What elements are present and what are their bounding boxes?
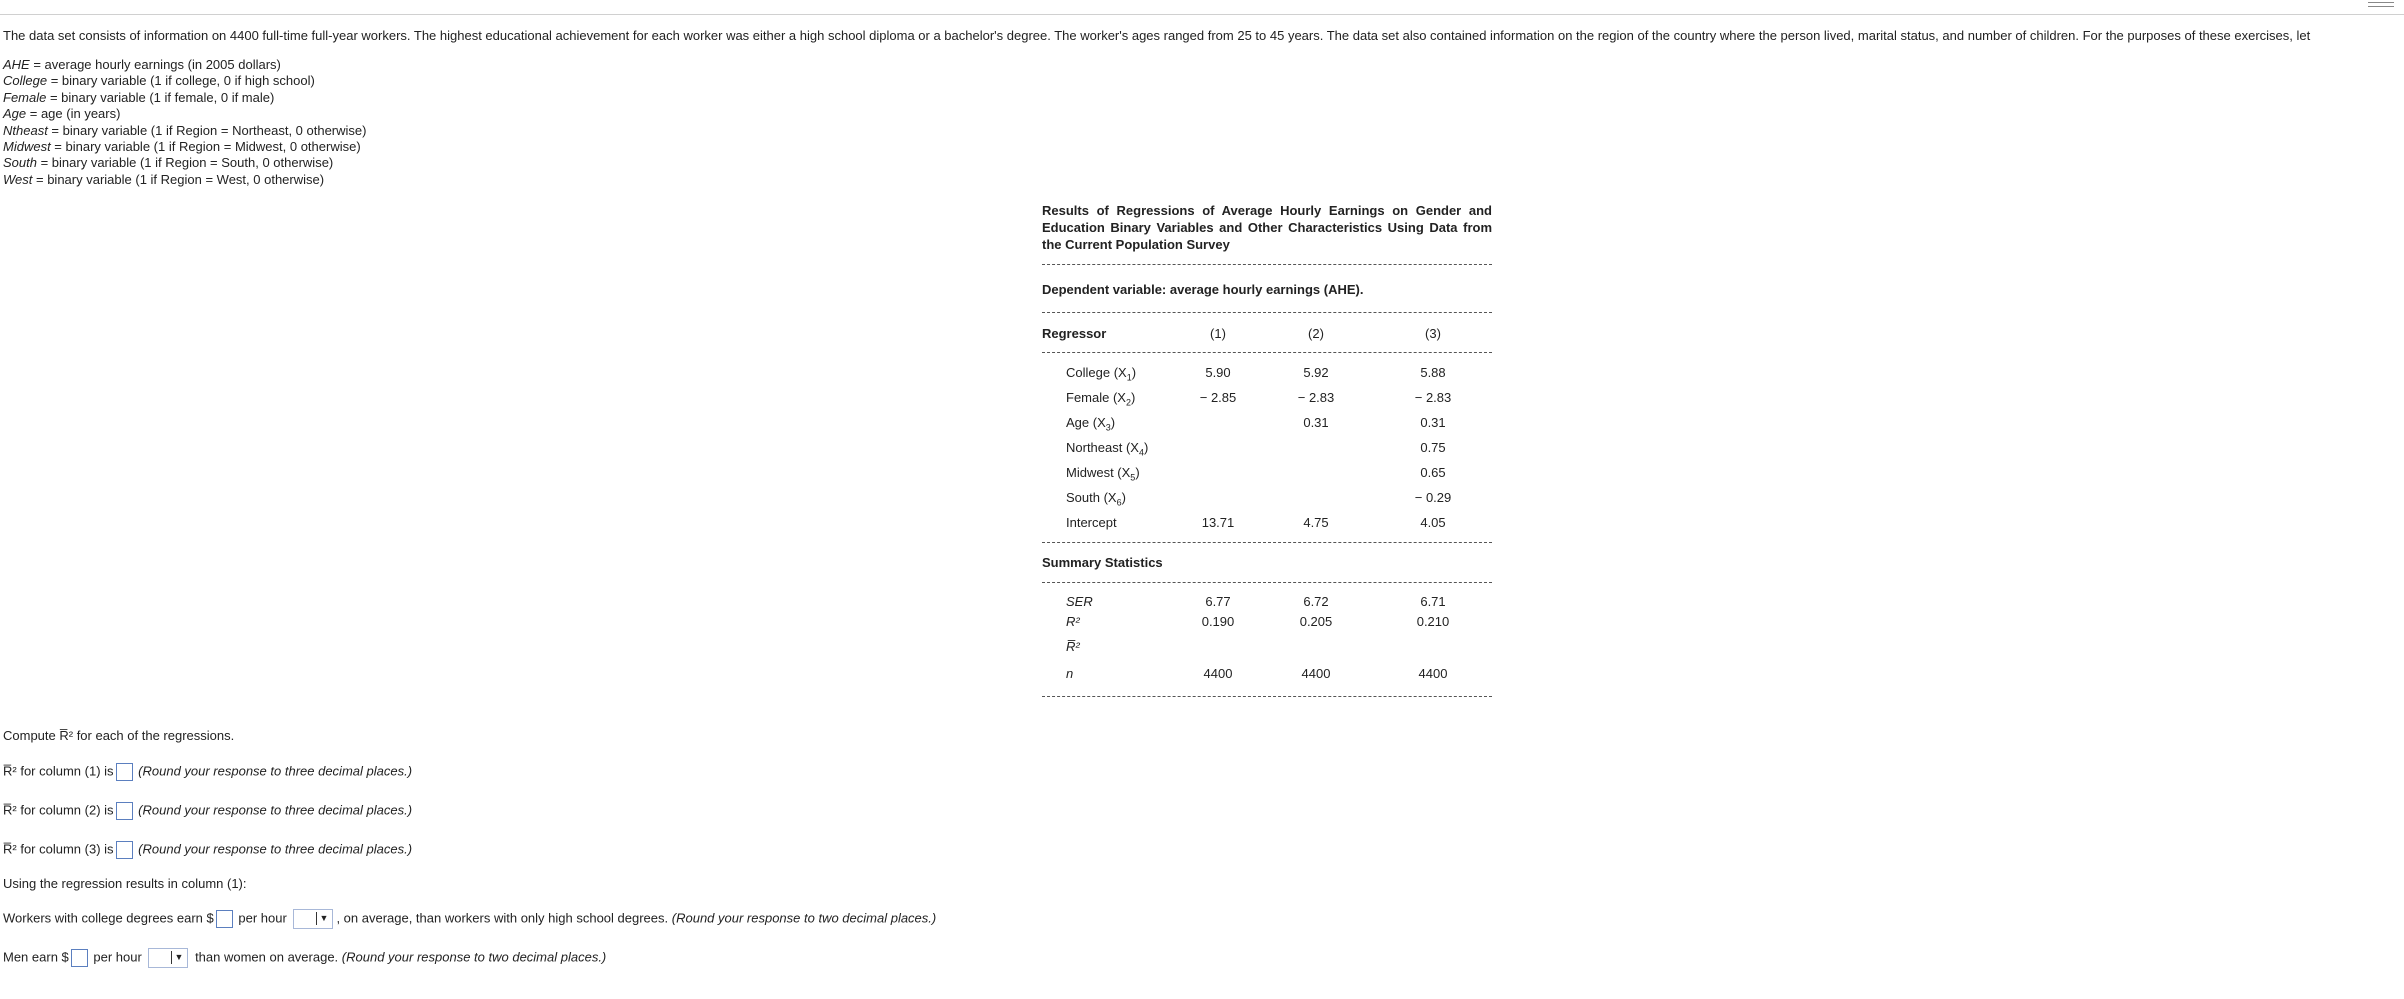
chevron-down-icon[interactable]: ▼ (171, 951, 185, 964)
table-cell: − 2.83 (1414, 390, 1452, 405)
summary-row (1042, 614, 1492, 634)
men-earnings-input[interactable] (71, 949, 88, 967)
round-hint: (Round your response to three decimal places.) (138, 802, 413, 818)
divider (1042, 352, 1492, 353)
question-col3-label: R̅² for column (3) is (3, 841, 114, 857)
college-post-label: , on average, than workers with only high school degrees. (336, 910, 669, 926)
per-hour-label: per hour (93, 949, 142, 965)
college-comparison-dropdown[interactable] (293, 909, 333, 929)
definition-variable: West (3, 171, 33, 187)
definition-row (3, 172, 366, 188)
summary-label: SER (1066, 594, 1093, 609)
variable-definitions (3, 57, 366, 188)
definition-row (3, 106, 366, 122)
row-label (1066, 365, 1136, 383)
row-label-end: ) (1110, 415, 1116, 430)
row-label-subscript: 2 (1125, 397, 1131, 408)
regressor-header: Regressor (1042, 326, 1107, 341)
definition-variable: AHE (3, 57, 30, 72)
table-cell: 5.88 (1420, 365, 1446, 380)
table-row (1042, 415, 1492, 435)
definition-variable: Age (3, 106, 27, 122)
table-cell: 0.210 (1416, 614, 1450, 629)
round-hint: (Round your response to two decimal places.) (341, 949, 607, 965)
table-cell: 5.92 (1303, 365, 1329, 380)
definition-row (3, 57, 366, 73)
definition-variable: Midwest (3, 139, 51, 155)
question-men (3, 948, 606, 968)
row-label (1066, 490, 1126, 508)
divider (1042, 542, 1492, 543)
row-label-text: Female (X (1066, 390, 1126, 405)
table-cell: 5.90 (1205, 365, 1231, 380)
definition-variable: Female (3, 89, 47, 105)
row-label-subscript: 1 (1126, 372, 1132, 383)
compute-prompt: Compute R̅² for each of the regressions. (3, 728, 235, 743)
summary-label: n (1066, 666, 1074, 681)
row-label (1066, 390, 1135, 408)
summary-label: R² (1066, 614, 1080, 629)
table-cell: 0.65 (1420, 465, 1446, 480)
table-header (1042, 326, 1492, 341)
table-cell: 0.205 (1299, 614, 1333, 629)
row-label (1066, 415, 1115, 433)
row-label-subscript: 4 (1138, 447, 1144, 458)
summary-header: Summary Statistics (1042, 555, 1163, 570)
row-label-end: ) (1130, 390, 1136, 405)
table-row (1042, 365, 1492, 385)
table-cell: − 0.29 (1414, 490, 1452, 505)
answer-col2-input[interactable] (116, 802, 133, 820)
table-row (1042, 515, 1492, 535)
table-cell: 4.75 (1303, 515, 1329, 530)
table-row (1042, 440, 1492, 460)
top-bar (0, 0, 2404, 15)
definition-text: = age (in years) (26, 106, 121, 122)
row-label-text: Age (X (1066, 415, 1106, 430)
definition-row (3, 155, 366, 171)
summary-label: R̅² (1066, 639, 1080, 654)
row-label (1066, 465, 1140, 483)
divider (1042, 312, 1492, 313)
row-label-end: ) (1135, 465, 1140, 480)
definition-text: = binary variable (1 if female, 0 if male) (46, 89, 275, 105)
table-cell: 0.31 (1303, 415, 1329, 430)
table-cell: − 2.85 (1199, 390, 1237, 405)
definition-row (3, 123, 366, 139)
intro-text: The data set consists of information on 4400 full-time full-year workers. The highest educational achievement for each worker was either a high school diploma or a bachelor's degree. The worker's ages ranged from 25 to 45 years. The data set also contained information on the region of the country where the person lived, marital status, and number of children. For the purposes of these exercises, let (3, 28, 2311, 43)
definition-row (3, 90, 366, 106)
table-cell: 6.72 (1303, 594, 1329, 609)
definition-text: = binary variable (1 if Region = South, 0 otherwise) (36, 155, 334, 171)
question-col1 (3, 763, 412, 781)
definition-text: = binary variable (1 if Region = West, 0 otherwise) (32, 171, 325, 187)
question-col3 (3, 841, 412, 859)
men-label: Men earn $ (3, 949, 69, 965)
definition-row (3, 73, 366, 89)
summary-row (1042, 594, 1492, 614)
round-hint: (Round your response to three decimal places.) (138, 763, 413, 779)
column-header-1: (1) (1210, 326, 1226, 341)
per-hour-label: per hour (238, 910, 287, 926)
table-cell: 4.05 (1420, 515, 1446, 530)
table-cell: 4400 (1418, 666, 1448, 681)
men-post-label: than women on average. (195, 949, 339, 965)
definition-variable: Ntheast (3, 122, 48, 138)
definition-variable: South (3, 155, 37, 171)
round-hint: (Round your response to two decimal places.) (671, 910, 937, 926)
row-label-text: South (X (1066, 490, 1117, 505)
round-hint: (Round your response to three decimal places.) (138, 841, 413, 857)
summary-row (1042, 666, 1492, 686)
row-label-end: ) (1144, 440, 1149, 455)
definition-text: = average hourly earnings (in 2005 dollars) (29, 57, 281, 72)
table-cell: 0.190 (1201, 614, 1235, 629)
row-label (1066, 440, 1148, 458)
table-cell: − 2.83 (1297, 390, 1335, 405)
college-label: Workers with college degrees earn $ (3, 910, 214, 926)
definition-row (3, 139, 366, 155)
answer-col1-input[interactable] (116, 763, 133, 781)
row-label-text: College (X (1066, 365, 1127, 380)
question-col2-label: R̅² for column (2) is (3, 802, 114, 818)
men-comparison-dropdown[interactable] (148, 948, 188, 968)
regression-table (1042, 202, 1492, 681)
table-row (1042, 490, 1492, 510)
chevron-down-icon[interactable]: ▼ (316, 912, 330, 925)
college-earnings-input[interactable] (216, 910, 233, 928)
table-cell: 4400 (1301, 666, 1331, 681)
question-college (3, 909, 936, 929)
summary-row (1042, 639, 1492, 659)
row-label-text: Northeast (X (1066, 440, 1139, 455)
using-text: Using the regression results in column (1): (3, 876, 247, 891)
menu-icon[interactable] (2368, 2, 2394, 11)
divider (1042, 696, 1492, 697)
question-col2 (3, 802, 412, 820)
answer-col3-input[interactable] (116, 841, 133, 859)
dependent-variable: Dependent variable: average hourly earnings (AHE). (1042, 282, 1364, 297)
table-cell: 0.75 (1420, 440, 1446, 455)
table-cell: 4400 (1203, 666, 1233, 681)
row-label (1066, 515, 1117, 533)
table-cell: 13.71 (1201, 515, 1235, 530)
row-label-text: Midwest (X (1066, 465, 1131, 480)
definition-text: = binary variable (1 if college, 0 if high school) (47, 73, 315, 89)
table-row (1042, 390, 1492, 410)
row-label-subscript: 5 (1130, 472, 1136, 483)
divider (1042, 264, 1492, 265)
divider (1042, 582, 1492, 583)
definition-text: = binary variable (1 if Region = Northeast, 0 otherwise) (47, 122, 367, 138)
row-label-text: Intercept (1066, 515, 1117, 530)
table-cell: 6.77 (1205, 594, 1231, 609)
row-label-subscript: 3 (1105, 422, 1111, 433)
definition-text: = binary variable (1 if Region = Midwest, 0 otherwise) (50, 139, 361, 155)
row-label-end: ) (1121, 490, 1126, 505)
table-title: Results of Regressions of Average Hourly Earnings on Gender and Education Binary Variables and Other Characteristics Using Data from the Current Population Survey (1042, 203, 1492, 252)
row-label-end: ) (1131, 365, 1137, 380)
row-label-subscript: 6 (1116, 497, 1122, 508)
column-header-3: (3) (1425, 326, 1441, 341)
table-cell: 0.31 (1420, 415, 1446, 430)
definition-variable: College (3, 73, 48, 89)
table-cell: 6.71 (1420, 594, 1446, 609)
question-col1-label: R̅² for column (1) is (3, 763, 114, 779)
column-header-2: (2) (1308, 326, 1324, 341)
table-row (1042, 465, 1492, 485)
